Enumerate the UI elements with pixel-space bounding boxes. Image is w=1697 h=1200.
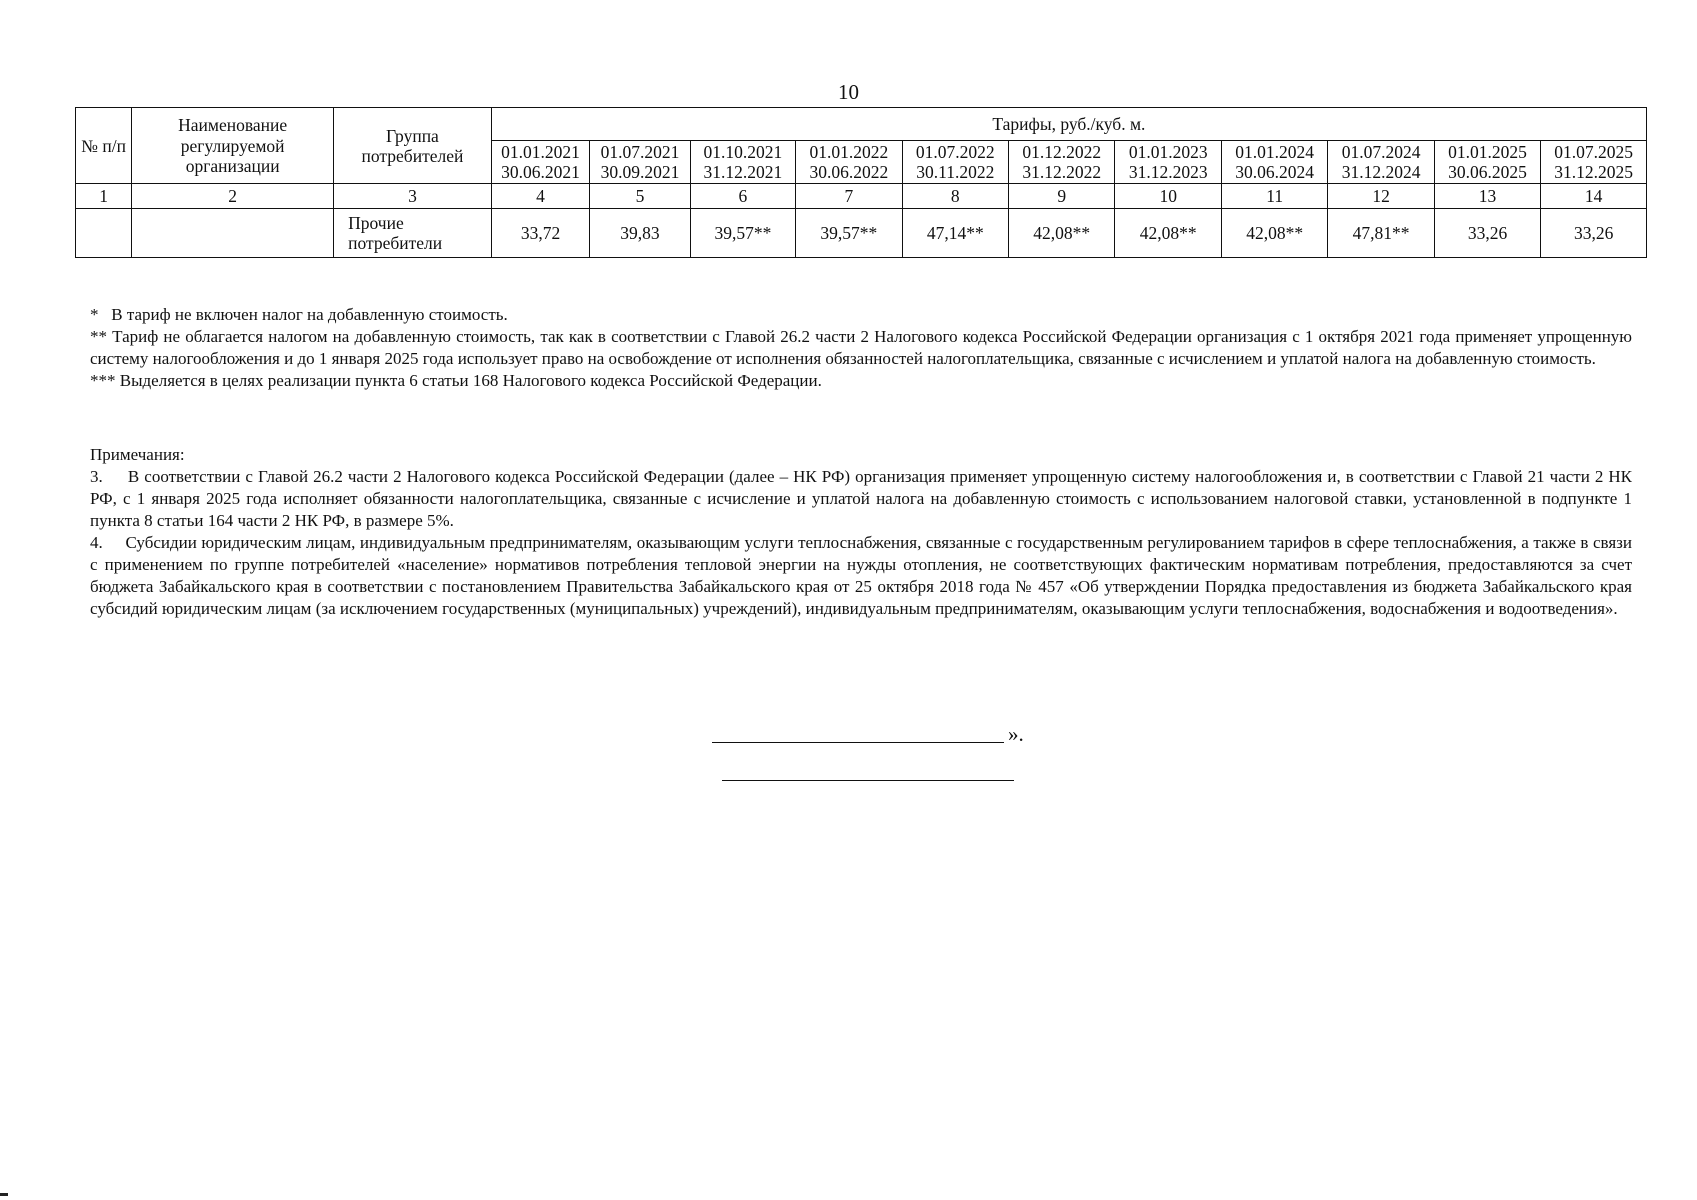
row-consumer-group: Прочие потребители — [334, 209, 492, 258]
period-header: 01.01.2022 30.06.2022 — [796, 141, 902, 184]
tariff-value: 33,26 — [1541, 209, 1647, 258]
end-line — [722, 780, 1014, 781]
footnote: *** Выделяется в целях реализации пункта 6 статьи 168 Налогового кодекса Российской Федерации. — [90, 371, 822, 390]
footnote: * В тариф не включен налог на добавленную стоимость. — [90, 305, 508, 324]
column-number: 4 — [491, 184, 589, 209]
tariffs-table — [75, 107, 1647, 258]
closing-quote: ». — [1008, 722, 1024, 746]
note-item: 4. Субсидии юридическим лицам, индивидуальным предпринимателям, оказывающим услуги теплоснабжения, связанные с государственным регулированием тарифов в сфере теплоснабжения, а также в связи с применением по группе потребителей «население» нормативов потребления тепловой энергии на нужды отопления, не соответствующих фактическим нормативам потребления, предоставляются за счет бюджета Забайкальского края в соответствии с постановлением Правительства Забайкальского края от 25 октября 2018 года № 457 «Об утверждении Порядка предоставления из бюджета Забайкальского края субсидий юридическим лицам (за исключением государственных (муниципальных) учреждений), индивидуальным предпринимателям, оказывающим услуги теплоснабжения, водоснабжения и водоотведения». — [90, 533, 1637, 618]
closing-line — [712, 742, 1004, 743]
period-header: 01.07.2021 30.09.2021 — [590, 141, 690, 184]
row-num — [76, 209, 132, 258]
period-header: 01.10.2021 31.12.2021 — [690, 141, 795, 184]
header-tariffs-title: Тарифы, руб./куб. м. — [491, 108, 1646, 141]
column-number: 3 — [334, 184, 492, 209]
period-header: 01.01.2023 31.12.2023 — [1115, 141, 1221, 184]
tariff-value: 47,81** — [1328, 209, 1434, 258]
column-number: 7 — [796, 184, 902, 209]
column-number: 11 — [1221, 184, 1327, 209]
column-number: 12 — [1328, 184, 1434, 209]
note-item: 3. В соответствии с Главой 26.2 части 2 Налогового кодекса Российской Федерации (далее – НК РФ) организация применяет упрощенную систему налогообложения и, в соответствии с Главой 21 части 2 НК РФ, с 1 января 2025 года исполняет обязанности налогоплательщика, связанные с исчисление и уплатой налога на добавленную стоимость с использованием налоговой ставки, установленной в подпункте 1 пункта 8 статьи 164 части 2 НК РФ, в размере 5%. — [90, 467, 1637, 530]
column-number: 9 — [1009, 184, 1115, 209]
tariff-value: 39,57** — [796, 209, 902, 258]
tariff-value: 39,57** — [690, 209, 795, 258]
notes-title: Примечания: — [90, 445, 185, 464]
period-header: 01.07.2022 30.11.2022 — [902, 141, 1008, 184]
table-row — [76, 209, 1647, 258]
notes-section — [90, 444, 1637, 620]
tariff-value: 47,14** — [902, 209, 1008, 258]
period-header: 01.07.2024 31.12.2024 — [1328, 141, 1434, 184]
tariff-value: 42,08** — [1115, 209, 1221, 258]
footnote: ** Тариф не облагается налогом на добавленную стоимость, так как в соответствии с Главой 26.2 части 2 Налогового кодекса Российской Федерации организация с 1 октября 2021 года применяет упрощенную систему налогообложения и до 1 января 2025 года использует право на освобождение от исполнения обязанностей налогоплательщика, связанные с исчислением и уплатой налога на добавленную стоимость. — [90, 327, 1632, 368]
column-number: 1 — [76, 184, 132, 209]
tariff-value: 42,08** — [1221, 209, 1327, 258]
column-number: 14 — [1541, 184, 1647, 209]
column-number: 13 — [1434, 184, 1540, 209]
header-consumer-group: Группа потребителей — [334, 108, 492, 184]
period-header: 01.01.2021 30.06.2021 — [491, 141, 589, 184]
column-number-row — [76, 184, 1647, 209]
tariff-value: 33,26 — [1434, 209, 1540, 258]
period-header: 01.01.2024 30.06.2024 — [1221, 141, 1327, 184]
tariff-value: 42,08** — [1009, 209, 1115, 258]
footnotes — [90, 304, 1632, 392]
tariff-value: 39,83 — [590, 209, 690, 258]
column-number: 5 — [590, 184, 690, 209]
column-number: 8 — [902, 184, 1008, 209]
row-org — [132, 209, 334, 258]
tariff-value: 33,72 — [491, 209, 589, 258]
header-num: № п/п — [76, 108, 132, 184]
period-header: 01.12.2022 31.12.2022 — [1009, 141, 1115, 184]
header-org-name: Наименование регулируемой организации — [132, 108, 334, 184]
period-header: 01.07.2025 31.12.2025 — [1541, 141, 1647, 184]
scan-edge-mark — [0, 1193, 8, 1196]
page-number: 10 — [838, 80, 859, 104]
period-header: 01.01.2025 30.06.2025 — [1434, 141, 1540, 184]
column-number: 10 — [1115, 184, 1221, 209]
column-number: 2 — [132, 184, 334, 209]
column-number: 6 — [690, 184, 795, 209]
